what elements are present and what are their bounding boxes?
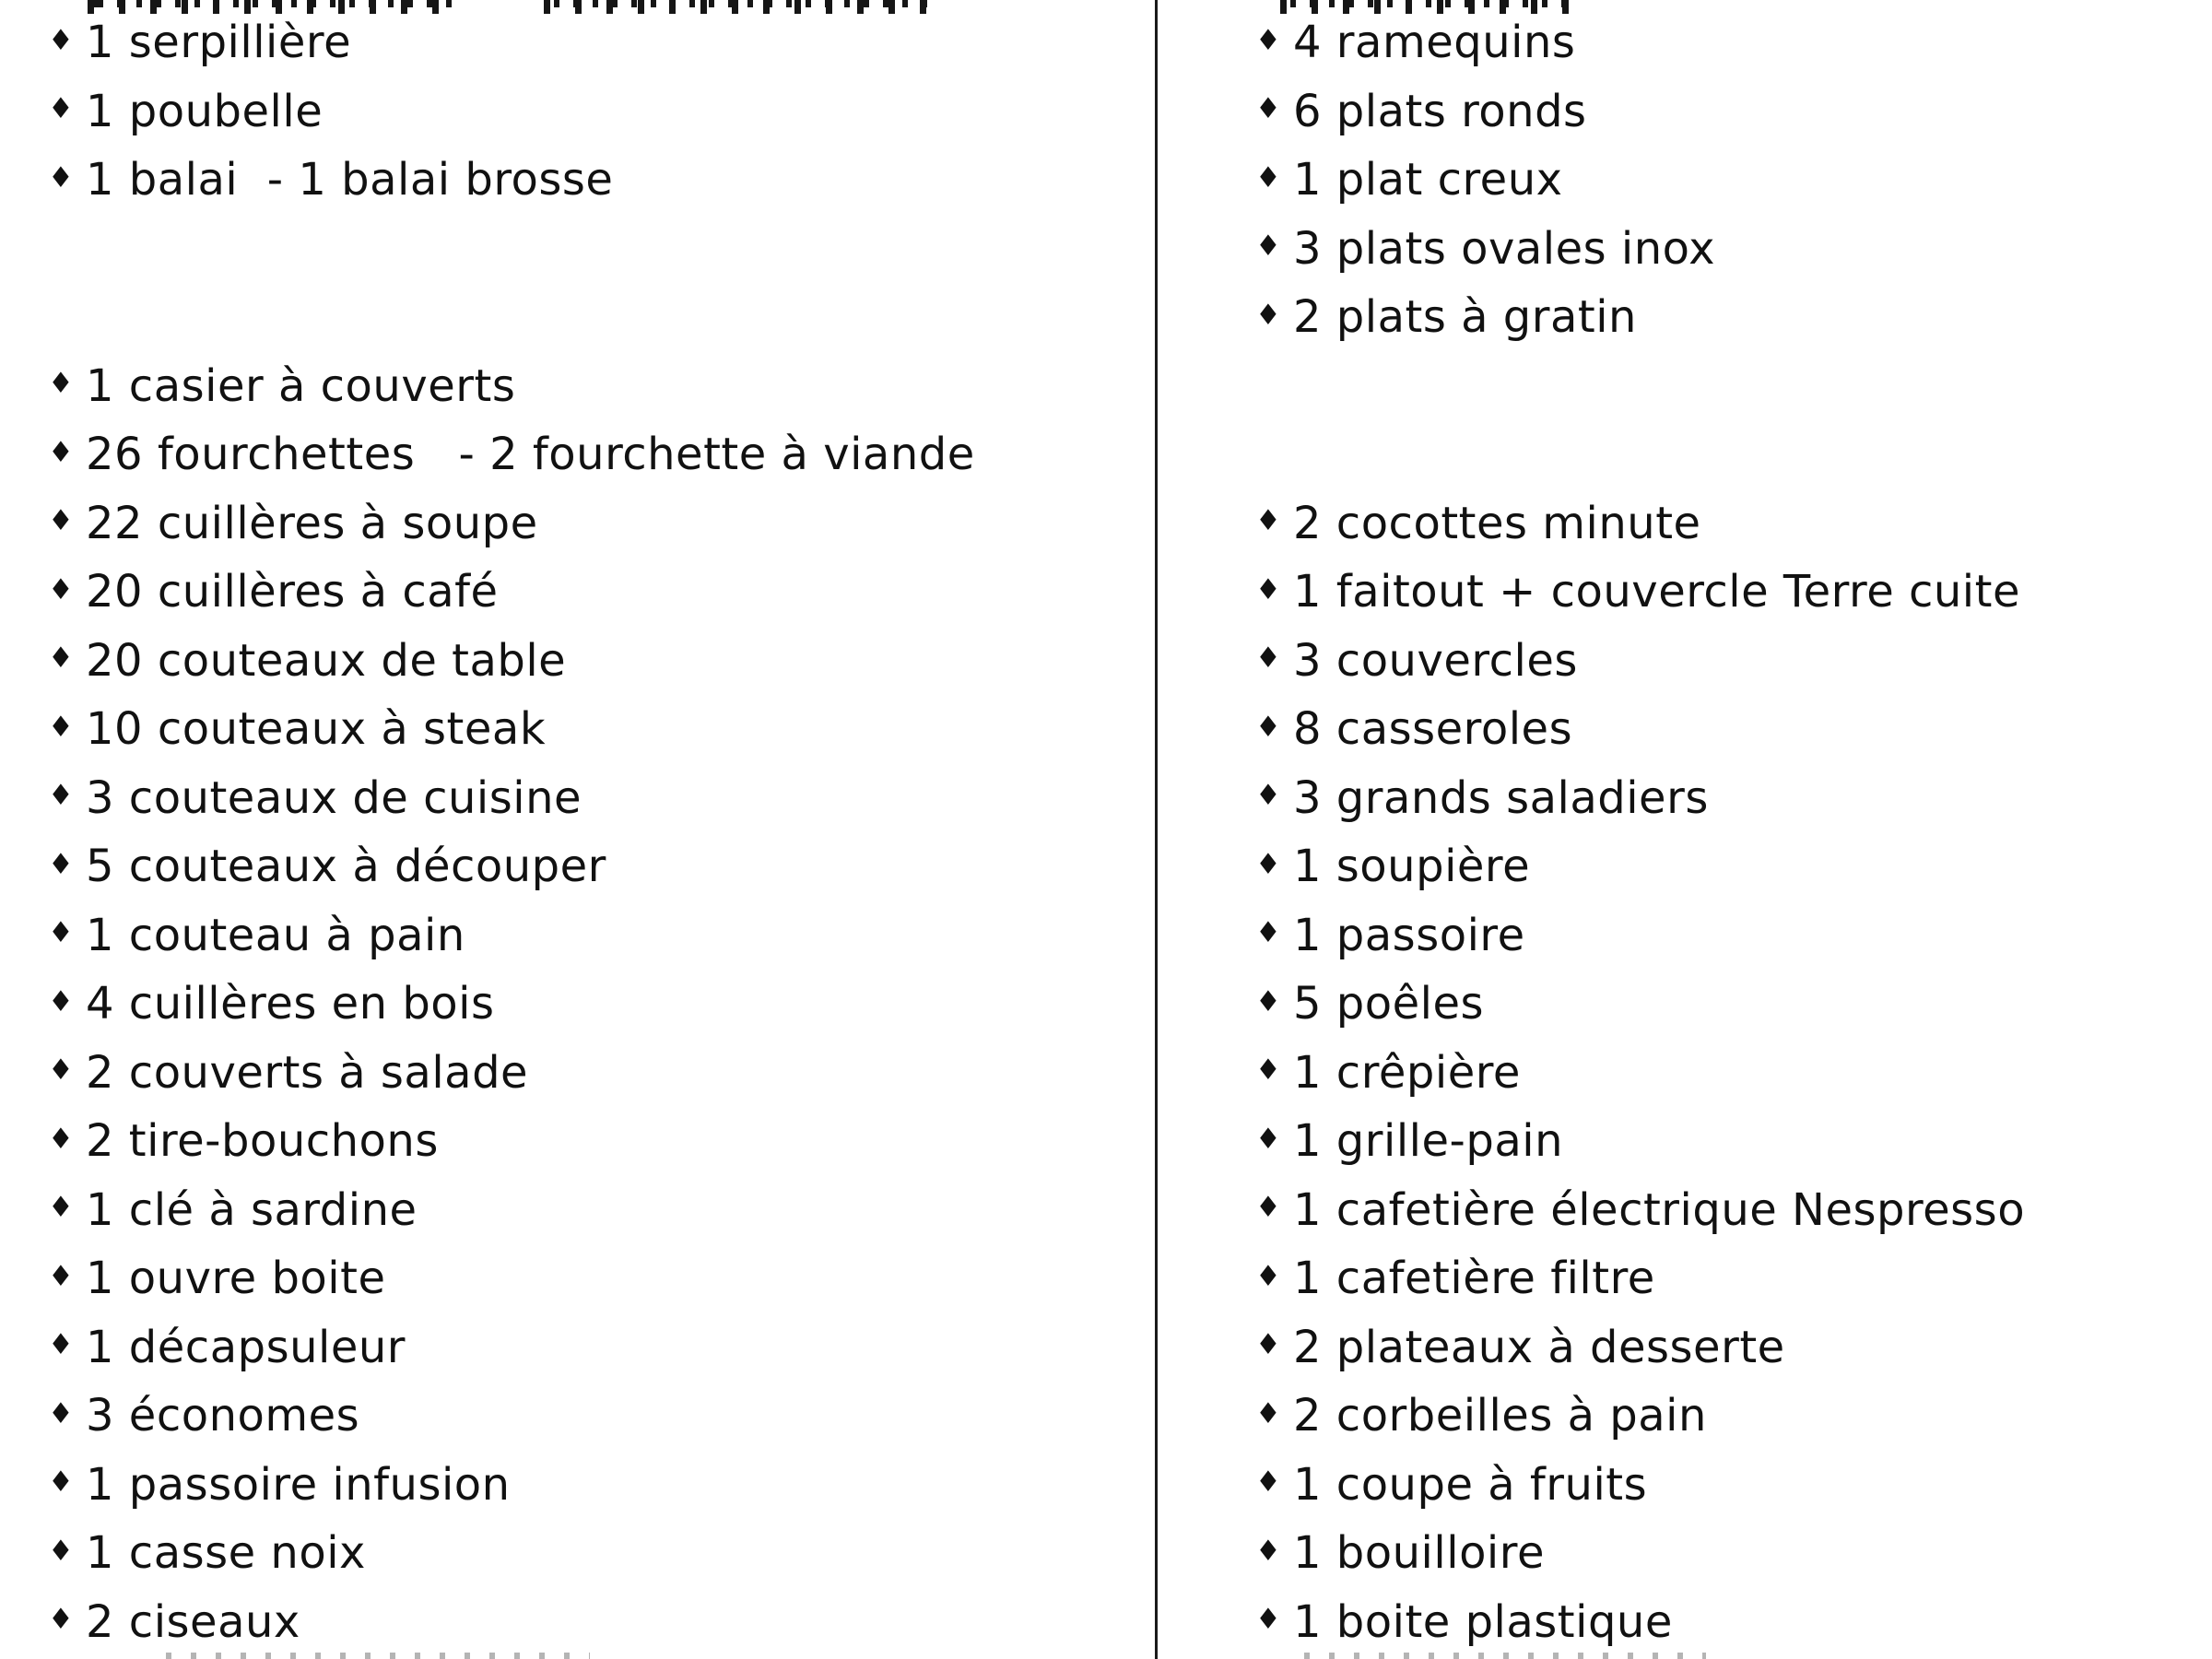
item-text: 1 coupe à fruits xyxy=(1293,1458,1648,1511)
item-text: 1 cafetière filtre xyxy=(1293,1253,1655,1305)
diamond-bullet-icon: ♦ xyxy=(48,779,75,813)
item-text: 1 casse noix xyxy=(86,1527,366,1580)
diamond-bullet-icon: ♦ xyxy=(48,641,75,676)
item-text: 20 cuillères à café xyxy=(86,566,499,618)
diamond-bullet-icon: ♦ xyxy=(48,1328,75,1362)
list-item xyxy=(48,8,975,77)
list-item xyxy=(48,1382,975,1451)
list-item xyxy=(48,1176,975,1245)
diamond-bullet-icon: ♦ xyxy=(48,1053,75,1088)
item-text: 1 passoire infusion xyxy=(86,1458,511,1511)
list-item xyxy=(48,489,975,559)
list-item xyxy=(1255,1519,2025,1588)
list-item xyxy=(48,832,975,901)
list-item xyxy=(1255,832,2025,901)
item-text: 22 cuillères à soupe xyxy=(86,497,538,549)
item-text: 3 couvercles xyxy=(1293,634,1578,687)
diamond-bullet-icon: ♦ xyxy=(1255,1122,1282,1156)
left-column xyxy=(48,8,975,1656)
list-item xyxy=(1255,764,2025,833)
diamond-bullet-icon: ♦ xyxy=(48,710,75,744)
diamond-bullet-icon: ♦ xyxy=(1255,504,1282,538)
list-item xyxy=(1255,627,2025,696)
diamond-bullet-icon: ♦ xyxy=(48,23,75,57)
list-item xyxy=(1255,970,2025,1039)
diamond-bullet-icon: ♦ xyxy=(48,92,75,126)
item-text: 1 casier à couverts xyxy=(86,359,516,412)
diamond-bullet-icon: ♦ xyxy=(1255,1465,1282,1500)
list-item xyxy=(48,352,975,421)
item-text: 1 bouilloire xyxy=(1293,1527,1545,1580)
diamond-bullet-icon: ♦ xyxy=(1255,641,1282,676)
list-item xyxy=(48,146,975,215)
item-text: 5 poêles xyxy=(1293,978,1485,1030)
diamond-bullet-icon: ♦ xyxy=(1255,572,1282,606)
item-text: 26 fourchettes - 2 fourchette à viande xyxy=(86,429,975,481)
diamond-bullet-icon: ♦ xyxy=(48,1259,75,1293)
list-item xyxy=(1255,695,2025,764)
item-text: 1 cafetière électrique Nespresso xyxy=(1293,1183,2026,1236)
item-text: 2 tire-bouchons xyxy=(86,1115,439,1168)
list-item xyxy=(48,970,975,1039)
item-text: 5 couteaux à découper xyxy=(86,841,606,893)
item-text: 2 cocottes minute xyxy=(1293,497,1701,549)
item-text: 4 ramequins xyxy=(1293,17,1576,69)
diamond-bullet-icon: ♦ xyxy=(1255,160,1282,194)
item-text: 3 plats ovales inox xyxy=(1293,222,1715,275)
list-item xyxy=(48,627,975,696)
diamond-bullet-icon: ♦ xyxy=(48,504,75,538)
list-item xyxy=(48,901,975,971)
diamond-bullet-icon: ♦ xyxy=(1255,916,1282,950)
list-item xyxy=(1255,283,2025,352)
item-text: 1 ouvre boite xyxy=(86,1253,386,1305)
diamond-bullet-icon: ♦ xyxy=(48,572,75,606)
item-text: 8 casseroles xyxy=(1293,703,1573,756)
list-item xyxy=(1255,558,2025,627)
item-text: 1 faitout + couvercle Terre cuite xyxy=(1293,566,2020,618)
item-text: 6 plats ronds xyxy=(1293,85,1587,137)
list-item xyxy=(48,764,975,833)
list-item xyxy=(48,1244,975,1313)
diamond-bullet-icon: ♦ xyxy=(48,160,75,194)
item-text: 3 couteaux de cuisine xyxy=(86,771,582,824)
item-text: 3 économes xyxy=(86,1390,360,1442)
item-text: 1 balai - 1 balai brosse xyxy=(86,154,614,206)
diamond-bullet-icon: ♦ xyxy=(1255,298,1282,332)
list-item xyxy=(48,1519,975,1588)
item-text: 1 soupière xyxy=(1293,841,1531,893)
diamond-bullet-icon: ♦ xyxy=(1255,847,1282,881)
diamond-bullet-icon: ♦ xyxy=(48,367,75,401)
item-text: 1 grille-pain xyxy=(1293,1115,1563,1168)
item-text: 2 plateaux à desserte xyxy=(1293,1321,1785,1373)
list-item xyxy=(1255,1451,2025,1520)
list-gap xyxy=(1255,420,2025,489)
diamond-bullet-icon: ♦ xyxy=(1255,779,1282,813)
list-item xyxy=(1255,146,2025,215)
list-item xyxy=(1255,1382,2025,1451)
list-item xyxy=(1255,77,2025,147)
item-text: 4 cuillères en bois xyxy=(86,978,495,1030)
diamond-bullet-icon: ♦ xyxy=(48,1122,75,1156)
list-item xyxy=(48,1039,975,1108)
diamond-bullet-icon: ♦ xyxy=(1255,23,1282,57)
diamond-bullet-icon: ♦ xyxy=(1255,1396,1282,1430)
item-text: 2 plats à gratin xyxy=(1293,291,1637,344)
list-item xyxy=(48,695,975,764)
diamond-bullet-icon: ♦ xyxy=(1255,1053,1282,1088)
diamond-bullet-icon: ♦ xyxy=(1255,984,1282,1018)
item-text: 1 serpillière xyxy=(86,17,352,69)
list-gap xyxy=(48,215,975,284)
diamond-bullet-icon: ♦ xyxy=(48,1603,75,1637)
list-gap xyxy=(1255,352,2025,421)
diamond-bullet-icon: ♦ xyxy=(1255,229,1282,264)
diamond-bullet-icon: ♦ xyxy=(1255,710,1282,744)
column-divider xyxy=(1155,0,1158,1659)
item-text: 2 ciseaux xyxy=(86,1595,300,1648)
item-text: 3 grands saladiers xyxy=(1293,771,1709,824)
item-text: 1 plat creux xyxy=(1293,154,1563,206)
item-text: 1 poubelle xyxy=(86,85,324,137)
diamond-bullet-icon: ♦ xyxy=(48,847,75,881)
diamond-bullet-icon: ♦ xyxy=(48,435,75,469)
item-text: 1 passoire xyxy=(1293,909,1525,961)
item-text: 1 boite plastique xyxy=(1293,1595,1673,1648)
list-item xyxy=(1255,1588,2025,1657)
right-column xyxy=(1255,8,2025,1656)
item-text: 1 couteau à pain xyxy=(86,909,465,961)
list-item xyxy=(1255,901,2025,971)
diamond-bullet-icon: ♦ xyxy=(48,1534,75,1568)
list-item xyxy=(1255,1176,2025,1245)
list-item xyxy=(1255,1107,2025,1176)
list-item xyxy=(48,558,975,627)
item-text: 10 couteaux à steak xyxy=(86,703,547,756)
list-item xyxy=(48,420,975,489)
item-text: 2 corbeilles à pain xyxy=(1293,1390,1707,1442)
list-item xyxy=(1255,1244,2025,1313)
list-item xyxy=(1255,1313,2025,1382)
diamond-bullet-icon: ♦ xyxy=(48,916,75,950)
diamond-bullet-icon: ♦ xyxy=(48,1191,75,1225)
diamond-bullet-icon: ♦ xyxy=(1255,1603,1282,1637)
diamond-bullet-icon: ♦ xyxy=(1255,1259,1282,1293)
list-gap xyxy=(48,283,975,352)
item-text: 1 clé à sardine xyxy=(86,1183,418,1236)
diamond-bullet-icon: ♦ xyxy=(1255,1191,1282,1225)
diamond-bullet-icon: ♦ xyxy=(48,984,75,1018)
diamond-bullet-icon: ♦ xyxy=(48,1465,75,1500)
item-text: 2 couverts à salade xyxy=(86,1046,529,1099)
diamond-bullet-icon: ♦ xyxy=(1255,1534,1282,1568)
list-item xyxy=(48,77,975,147)
list-item xyxy=(48,1313,975,1382)
list-item xyxy=(48,1588,975,1657)
item-text: 20 couteaux de table xyxy=(86,634,567,687)
list-item xyxy=(1255,215,2025,284)
list-item xyxy=(1255,1039,2025,1108)
item-text: 1 crêpière xyxy=(1293,1046,1521,1099)
list-item xyxy=(1255,8,2025,77)
list-item xyxy=(48,1451,975,1520)
diamond-bullet-icon: ♦ xyxy=(1255,92,1282,126)
diamond-bullet-icon: ♦ xyxy=(1255,1328,1282,1362)
list-item xyxy=(48,1107,975,1176)
diamond-bullet-icon: ♦ xyxy=(48,1396,75,1430)
item-text: 1 décapsuleur xyxy=(86,1321,406,1373)
list-item xyxy=(1255,489,2025,559)
